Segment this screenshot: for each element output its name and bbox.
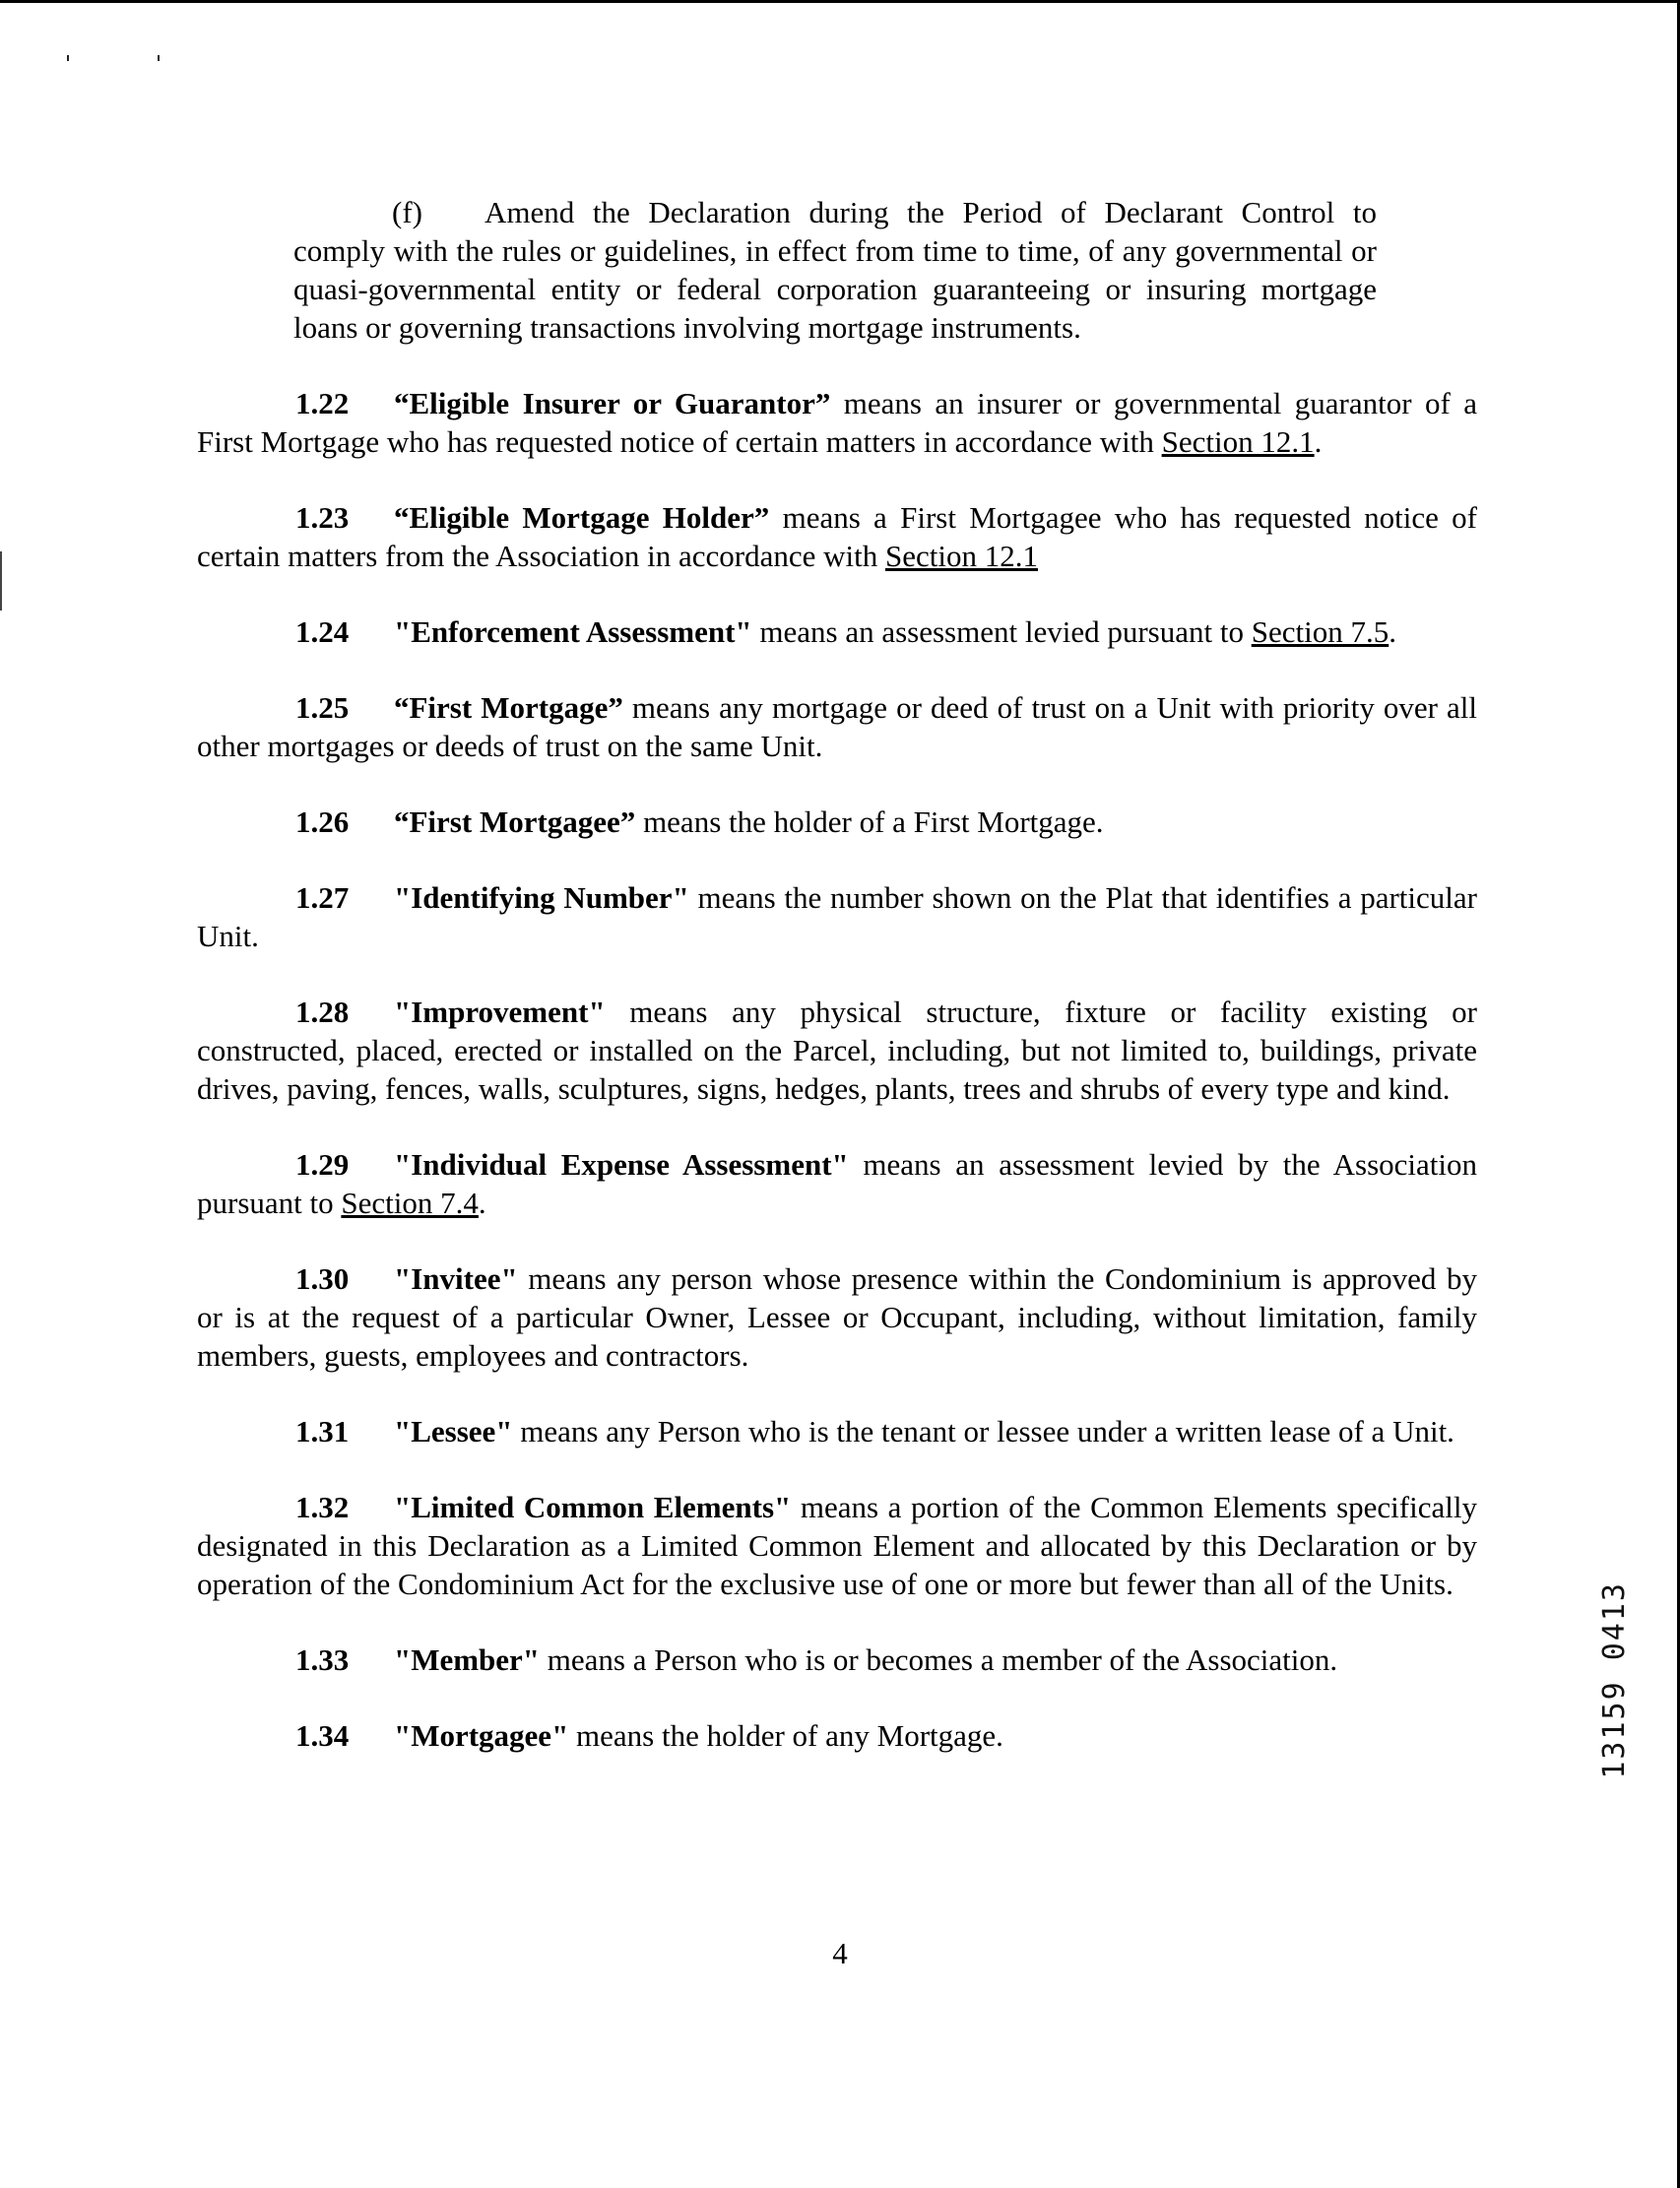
defined-term: "Limited Common Elements"	[394, 1490, 792, 1524]
defined-term: “First Mortgage”	[394, 690, 623, 725]
defined-term: "Enforcement Assessment"	[394, 614, 752, 649]
defined-term: “Eligible Mortgage Holder”	[394, 500, 770, 535]
section-reference: Section 7.4	[341, 1186, 479, 1220]
definition-number: 1.25	[295, 690, 350, 725]
definitions-list	[197, 384, 1477, 1755]
definition-1-33	[197, 1641, 1477, 1679]
definition-number: 1.24	[295, 614, 350, 649]
defined-term: “Eligible Insurer or Guarantor”	[394, 386, 831, 420]
definition-1-22	[197, 384, 1477, 461]
definition-punctuation: .	[1389, 614, 1396, 649]
definition-text: means the holder of any Mortgage.	[568, 1718, 1003, 1753]
definition-1-31	[197, 1412, 1477, 1450]
definition-text: means the number shown on the Plat that identifies a particular Unit.	[197, 880, 1477, 953]
definition-1-34	[197, 1716, 1477, 1755]
definition-punctuation: .	[1314, 424, 1323, 459]
definition-1-24	[197, 612, 1477, 651]
definition-number: 1.33	[295, 1642, 350, 1677]
definition-1-32	[197, 1488, 1477, 1603]
definition-number: 1.27	[295, 880, 350, 915]
definition-text: means an assessment levied pursuant to	[751, 614, 1252, 649]
section-reference: Section 12.1	[1161, 424, 1315, 459]
definition-number: 1.34	[295, 1718, 350, 1753]
scan-edge-mark	[0, 551, 2, 611]
page-number: 4	[832, 1936, 848, 1970]
definition-1-30	[197, 1259, 1477, 1375]
defined-term: "Invitee"	[394, 1261, 518, 1296]
definition-punctuation: .	[478, 1186, 486, 1220]
definition-text: means any mortgage or deed of trust on a Unit with priority over all other mortgages or deeds of trust on the same Unit.	[197, 690, 1477, 763]
document-body	[197, 193, 1477, 1792]
defined-term: "Lessee"	[394, 1414, 513, 1448]
defined-term: "Improvement"	[394, 995, 606, 1029]
definition-number: 1.23	[295, 500, 350, 535]
definition-1-23	[197, 498, 1477, 575]
subparagraph-label: (f)	[392, 195, 422, 229]
definition-number: 1.22	[295, 386, 350, 420]
definition-text: means the holder of a First Mortgage.	[635, 804, 1104, 839]
defined-term: "Identifying Number"	[394, 880, 689, 915]
definition-number: 1.31	[295, 1414, 350, 1448]
definition-text: means a portion of the Common Elements specifically designated in this Declaration as a Limited Common Element and allocated by this Declaration or by operation of the Condominium Act for the exclusive use of one or more but fewer than all of the Units.	[197, 1490, 1477, 1601]
defined-term: "Member"	[394, 1642, 541, 1677]
definition-1-28	[197, 993, 1477, 1108]
section-reference: Section 12.1	[884, 539, 1038, 573]
definition-1-29	[197, 1145, 1477, 1222]
subparagraph-text: Amend the Declaration during the Period of Declarant Control to comply with the rules or guidelines, in effect from time to time, of any governmental or quasi-governmental entity or federal corporation guaranteeing or insuring mortgage loans or governing transactions involving mortgage instruments.	[293, 195, 1377, 345]
section-reference: Section 7.5	[1251, 614, 1389, 649]
definition-number: 1.26	[295, 804, 350, 839]
scan-speck	[67, 55, 69, 61]
definition-1-25	[197, 688, 1477, 765]
definition-text: means any Person who is the tenant or lessee under a written lease of a Unit.	[512, 1414, 1454, 1448]
scan-speck	[158, 55, 160, 61]
definition-text: means a Person who is or becomes a member of the Association.	[540, 1642, 1338, 1677]
definition-number: 1.32	[295, 1490, 350, 1524]
recording-stamp: 13159 0413	[1597, 1581, 1632, 1779]
definition-number: 1.29	[295, 1147, 350, 1182]
definition-text: means a First Mortgagee who has requested notice of certain matters from the Association in accordance with	[197, 500, 1477, 573]
definition-1-27	[197, 878, 1477, 955]
defined-term: "Mortgagee"	[394, 1718, 569, 1753]
definition-text: means any physical structure, fixture or facility existing or constructed, placed, erected or installed on the Parcel, including, but not limited to, buildings, private drives, paving, fences, walls, sculptures, signs, hedges, plants, trees and shrubs of every type and kind.	[197, 995, 1477, 1106]
definition-number: 1.30	[295, 1261, 350, 1296]
definition-text: means an insurer or governmental guarantor of a First Mortgage who has requested notice of certain matters in accordance with	[197, 386, 1477, 459]
defined-term: “First Mortgagee”	[394, 804, 636, 839]
scan-border-top	[0, 0, 1680, 3]
defined-term: "Individual Expense Assessment"	[394, 1147, 849, 1182]
definition-1-26	[197, 803, 1477, 841]
definition-text: means an assessment levied by the Association pursuant to	[197, 1147, 1477, 1220]
definition-number: 1.28	[295, 995, 350, 1029]
subparagraph-f	[197, 193, 1377, 347]
definition-text: means any person whose presence within the Condominium is approved by or is at the request of a particular Owner, Lessee or Occupant, including, without limitation, family members, guests, employees and contractors.	[197, 1261, 1477, 1373]
